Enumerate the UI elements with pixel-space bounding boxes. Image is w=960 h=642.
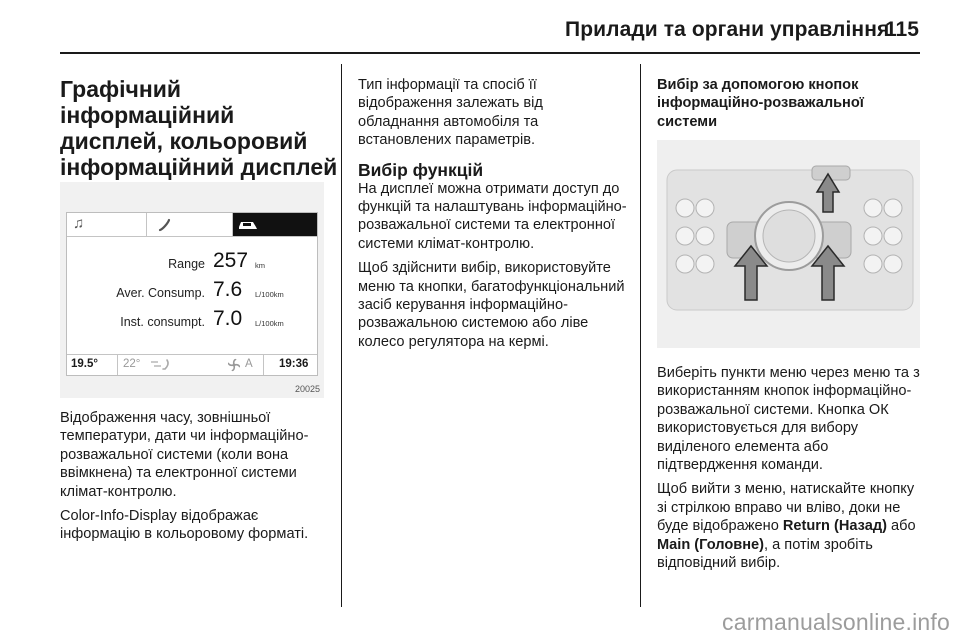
air-distribution-icon — [149, 357, 175, 373]
aver-consump-value: 7.6 — [213, 278, 243, 301]
music-note-icon: ♫ — [73, 215, 85, 232]
tab-vehicle — [233, 213, 317, 236]
paragraph: Щоб здійснити вибір, використовуйте меню та кнопки, багатофункціональний засіб керування інформаційно-розважальною системою або ліве колесо регулятора на кермі. — [358, 260, 625, 350]
watermark: carmanualsonline.info — [722, 609, 950, 635]
tab-audio — [67, 213, 147, 236]
paragraph: Color-Info-Display відображає інформацію в кольоровому форматі. — [60, 508, 309, 543]
info-display-figure — [60, 182, 324, 398]
fan-icon — [227, 358, 241, 372]
function-selection-heading: Вибір функцій — [358, 159, 484, 180]
paragraph: Виберіть пункти меню через меню та з використанням кнопок інформаційно-розважальної системи. Кнопка ОК використовується для вибору виділеного елемента або підтвердження команди. — [657, 365, 920, 474]
range-label: Range — [168, 257, 205, 271]
inst-consumpt-label: Inst. consumpt. — [120, 315, 205, 329]
display-tab-bar — [67, 213, 317, 237]
inst-consumpt-value: 7.0 — [213, 307, 243, 330]
outside-temperature: 19.5° — [71, 358, 98, 370]
set-temperature: 22° — [123, 358, 141, 370]
column-3-text — [657, 364, 927, 578]
header-divider — [60, 52, 920, 54]
car-icon — [237, 218, 259, 232]
display-screen — [66, 212, 318, 376]
page-header — [0, 0, 960, 52]
clock-time: 19:36 — [279, 358, 309, 370]
text-span: , а потім зробіть відповідний вибір. — [657, 536, 873, 572]
page-number: 115 — [885, 18, 919, 41]
control-panel-illustration — [657, 140, 920, 348]
paragraph — [657, 480, 927, 572]
range-unit: km — [255, 261, 265, 270]
return-keyword: Return (Назад) — [782, 518, 887, 535]
column-1-text — [60, 409, 340, 550]
column-divider-2 — [640, 64, 641, 607]
buttons-selection-heading: Вибір за допомогою кнопок інформаційно-розважальної системи — [657, 77, 864, 130]
text-span: або — [886, 518, 916, 535]
infotainment-buttons-figure — [657, 140, 920, 348]
paragraph: Відображення часу, зовнішньої температури, дати чи інформаційно-розважальної системи (коли вона ввімкнена) та електронної системи клімат-контролю. — [60, 410, 309, 500]
tab-phone — [147, 213, 233, 236]
range-value: 257 — [213, 249, 249, 272]
status-separator-2 — [263, 355, 264, 375]
aver-consump-label: Aver. Consump. — [116, 286, 205, 300]
main-keyword: Main (Головне) — [657, 536, 765, 553]
status-separator — [117, 355, 118, 375]
section-title: Графічний інформаційний дисплей, кольоровий інформаційний дисплей — [60, 76, 338, 180]
inst-consumpt-unit: L/100km — [255, 319, 284, 328]
chapter-title: Прилади та органи управління — [565, 18, 890, 41]
text-span: Щоб вийти з меню, натискайте кнопку зі стрілкою вправо чи вліво, доки не буде відображено — [657, 481, 915, 535]
fan-auto-mode: A — [245, 358, 253, 370]
phone-icon — [157, 217, 173, 233]
column-divider-1 — [341, 64, 342, 607]
aver-consump-unit: L/100km — [255, 290, 284, 299]
figure-code: 20025 — [294, 384, 320, 394]
column-2-text — [358, 76, 628, 357]
display-status-bar — [67, 354, 317, 375]
paragraph: На дисплеї можна отримати доступ до функцій та налаштувань інформаційно-розважальної системи та електронної системи клімат-контролю. — [358, 180, 627, 252]
intro-paragraph: Тип інформації та спосіб її відображення залежать від обладнання автомобіля та встановлених параметрів. — [358, 77, 543, 149]
